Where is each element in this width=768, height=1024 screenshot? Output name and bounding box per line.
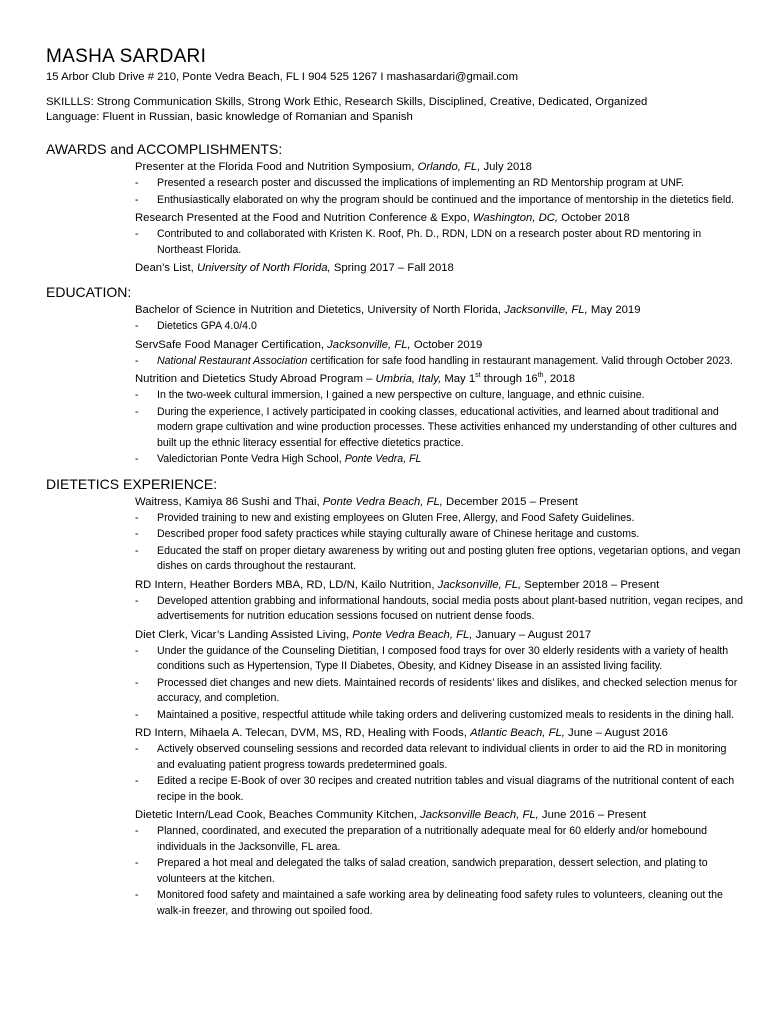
bullet-list xyxy=(135,176,744,208)
entry-location: Jacksonville Beach, FL, xyxy=(420,809,539,821)
entry-organization: Healing with Foods, xyxy=(367,727,467,739)
bullet-text: During the experience, I actively participated in cooking classes, educational activities, and learned about traditional and modern grape cultivation and wine production processes. These activities enhanced my understanding of other cultures and built up the ethnic literacy essential for effective dietetics practice. xyxy=(157,405,737,449)
entry-location: Jacksonville, FL, xyxy=(437,578,522,591)
entry-location: Jacksonville, FL, xyxy=(504,304,588,316)
entry-organization: Vicar’s Landing Assisted Living, xyxy=(190,628,350,641)
bullet-list xyxy=(135,227,744,258)
skills-line xyxy=(46,95,744,110)
list-item: - Planned, coordinated, and executed the preparation of a nutritionally adequate meal for 60 elderly and/or homebound individuals in the Jacksonville, FL area. xyxy=(135,824,744,855)
entry-header xyxy=(135,372,744,387)
entry-date: January – August 2017 xyxy=(475,628,592,641)
entry-title: Presenter at the Florida Food and Nutrition Symposium, xyxy=(135,161,415,173)
entry-organization: Beaches Community Kitchen, xyxy=(268,809,417,821)
list-item xyxy=(135,388,744,404)
entry-date: July 2018 xyxy=(483,161,532,173)
bullet-list xyxy=(135,824,744,919)
bullet-location: Ponte Vedra, FL xyxy=(344,453,422,465)
entry-date-part: st xyxy=(475,372,481,380)
entry-organization: Kamiya 86 Sushi and Thai, xyxy=(184,495,320,508)
awards-entries xyxy=(46,160,744,276)
list-item: - Educated the staff on proper dietary awareness by writing out and posting gluten free options, vegetarian options, and vegan dishes on cards throughout the restaurant. xyxy=(135,544,744,575)
entry-date: October 2018 xyxy=(561,212,630,224)
bullet-text: Ponte Vedra High School, xyxy=(217,453,345,465)
experience-section xyxy=(46,476,744,920)
entry xyxy=(135,372,744,468)
entry xyxy=(135,211,744,258)
education-entries xyxy=(46,303,744,468)
bullet-emphasis: National Restaurant Association xyxy=(157,354,308,367)
entry-location: Ponte Vedra Beach, FL, xyxy=(322,495,443,508)
language-label: Language: xyxy=(46,111,100,123)
list-item: - Prepared a hot meal and delegated the talks of salad creation, sandwich preparation, dessert selection, and plating to volunteers at the kitchen. xyxy=(135,856,744,887)
bullet-list xyxy=(135,388,744,468)
list-item: - Actively observed counseling sessions and recorded data relevant to individual clients in order to aid the RD in monitoring and evaluating patient progress towards predetermined goals. xyxy=(135,742,744,773)
list-item: - Monitored food safety and maintained a safe working area by delineating food safety rules to volunteers, cleaning out the walk-in freezer, and throwing out spoiled food. xyxy=(135,888,744,919)
list-item xyxy=(135,405,744,452)
list-item: - Described proper food safety practices while staying culturally aware of Chinese heritage and customs. xyxy=(135,527,744,543)
bullet-list xyxy=(135,319,744,335)
entry-date: December 2015 – Present xyxy=(446,495,578,508)
entry-location: Jacksonville, FL, xyxy=(327,338,411,351)
list-item: - Processed diet changes and new diets. Maintained records of residents’ likes and dislikes, and checked selection menus for accuracy, and completion. xyxy=(135,676,744,707)
entry-header xyxy=(135,261,744,276)
entry-date: Spring 2017 – Fall 2018 xyxy=(333,262,454,274)
list-item: - Developed attention grabbing and informational handouts, social media posts about plant-based nutrition, vegan recipes, and advertisements for nutrition education sessions focused on nutrient dense foods. xyxy=(135,594,744,625)
list-item xyxy=(135,452,744,468)
entry-date-part: through 16 xyxy=(480,373,538,385)
bullet-list xyxy=(135,742,744,805)
entry-date-part: th xyxy=(537,372,544,380)
entry xyxy=(135,726,744,805)
list-item: - Presented a research poster and discussed the implications of implementing an RD Mentorship program at UNF. xyxy=(135,176,744,192)
bullet-list xyxy=(135,644,744,724)
entry-title: Dietetic Intern/Lead Cook, xyxy=(135,809,266,821)
entry-date: June 2016 – Present xyxy=(541,809,647,821)
entry-location: Orlando, FL, xyxy=(417,161,481,173)
entry-header xyxy=(135,495,744,510)
entry xyxy=(135,303,744,335)
list-item: - Contributed to and collaborated with Kristen K. Roof, Ph. D., RDN, LDN on a research poster about RD mentoring in Northeast Florida. xyxy=(135,227,744,258)
entry xyxy=(135,578,744,625)
bullet-text: Dietetics GPA 4.0/4.0 xyxy=(157,320,257,332)
skills-label: SKILLLS: xyxy=(46,96,94,108)
entry-location: Atlantic Beach, FL, xyxy=(470,727,565,739)
entry-location: Washington, DC, xyxy=(472,212,559,224)
education-heading: EDUCATION: xyxy=(46,284,132,300)
entry-date: October 2019 xyxy=(413,338,483,351)
entry xyxy=(135,628,744,724)
entry-title: Diet Clerk, xyxy=(135,628,188,641)
list-item: - Edited a recipe E-Book of over 30 recipes and created nutrition tables and visual diagrams of the nutritional content of each recipe in the book. xyxy=(135,774,744,805)
contact-line: 15 Arbor Club Drive # 210, Ponte Vedra Beach, FL I 904 525 1267 I mashasardari@gmail.com xyxy=(46,71,518,83)
entry-header xyxy=(135,578,744,593)
entry xyxy=(135,261,744,276)
entry-header xyxy=(135,211,744,226)
bullet-lead: Valedictorian xyxy=(157,453,218,465)
entry-header xyxy=(135,303,744,318)
entry-location: Ponte Vedra Beach, FL, xyxy=(352,628,473,641)
entry-date: May 2019 xyxy=(590,304,641,316)
list-item: - Maintained a positive, respectful attitude while taking orders and delivering customized meals to residents in the dining hall. xyxy=(135,708,744,724)
entry-header xyxy=(135,628,744,643)
entry xyxy=(135,808,744,919)
entry-header xyxy=(135,726,744,741)
entry-date: September 2018 – Present xyxy=(524,578,660,591)
education-section xyxy=(46,284,744,468)
language-value: Fluent in Russian, basic knowledge of Romanian and Spanish xyxy=(102,111,413,123)
entry-title: ServSafe Food Manager Certification, xyxy=(135,338,325,351)
awards-heading: AWARDS and ACCOMPLISHMENTS: xyxy=(46,141,283,157)
entry-location: University of North Florida, xyxy=(196,262,331,274)
entry-date-part: May 1 xyxy=(444,373,476,385)
entry xyxy=(135,338,744,370)
list-item: - Enthusiastically elaborated on why the program should be continued and the importance of mentorship in the dietetics field. xyxy=(135,193,744,209)
bullet-list xyxy=(135,511,744,575)
entry-header xyxy=(135,808,744,823)
list-item xyxy=(135,319,744,335)
entry-header xyxy=(135,338,744,353)
entry-date-part: , 2018 xyxy=(543,373,575,385)
experience-heading: DIETETICS EXPERIENCE: xyxy=(46,475,218,492)
entry-title: Dean’s List, xyxy=(135,262,194,274)
entry-organization: Kailo Nutrition, xyxy=(361,578,435,591)
awards-section xyxy=(46,141,744,276)
entry-header xyxy=(135,160,744,175)
list-item: - Under the guidance of the Counseling Dietitian, I composed food trays for over 30 elderly residents with a variety of health conditions such as Hypertension, Type II Diabetes, Obesity, and Kidney Disease in an assisted living facility. xyxy=(135,644,744,675)
skills-value: Strong Communication Skills, Strong Work Ethic, Research Skills, Disciplined, Creative, Dedicated, Organized xyxy=(96,96,648,108)
entry-title: Waitress, xyxy=(135,495,182,508)
entry-title: Nutrition and Dietetics Study Abroad Program – xyxy=(135,373,373,385)
bullet-text: In the two-week cultural immersion, I gained a new perspective on culture, language, and ethnic cuisine. xyxy=(157,389,645,401)
bullet-list xyxy=(135,594,744,625)
entry xyxy=(135,160,744,208)
entry-location: Umbria, Italy, xyxy=(375,373,442,385)
experience-entries xyxy=(46,495,744,920)
entry xyxy=(135,495,744,575)
entry-date: June – August 2016 xyxy=(568,727,668,739)
list-item xyxy=(135,354,744,370)
candidate-name: MASHA SARDARI xyxy=(46,46,207,67)
entry-title: Research Presented at the Food and Nutrition Conference & Expo, xyxy=(135,212,470,224)
bullet-text: certification for safe food handling in restaurant management. Valid through October 2023. xyxy=(307,354,733,367)
entry-title: RD Intern, Mihaela A. Telecan, DVM, MS, RD, xyxy=(135,727,365,739)
entry-title: RD Intern, Heather Borders MBA, RD, LD/N, xyxy=(135,578,358,591)
entry-title: Bachelor of Science in Nutrition and Dietetics, University of North Florida, xyxy=(135,304,502,316)
list-item: - Provided training to new and existing employees on Gluten Free, Allergy, and Food Safety Guidelines. xyxy=(135,511,744,527)
language-line xyxy=(46,110,744,125)
bullet-list xyxy=(135,354,744,370)
